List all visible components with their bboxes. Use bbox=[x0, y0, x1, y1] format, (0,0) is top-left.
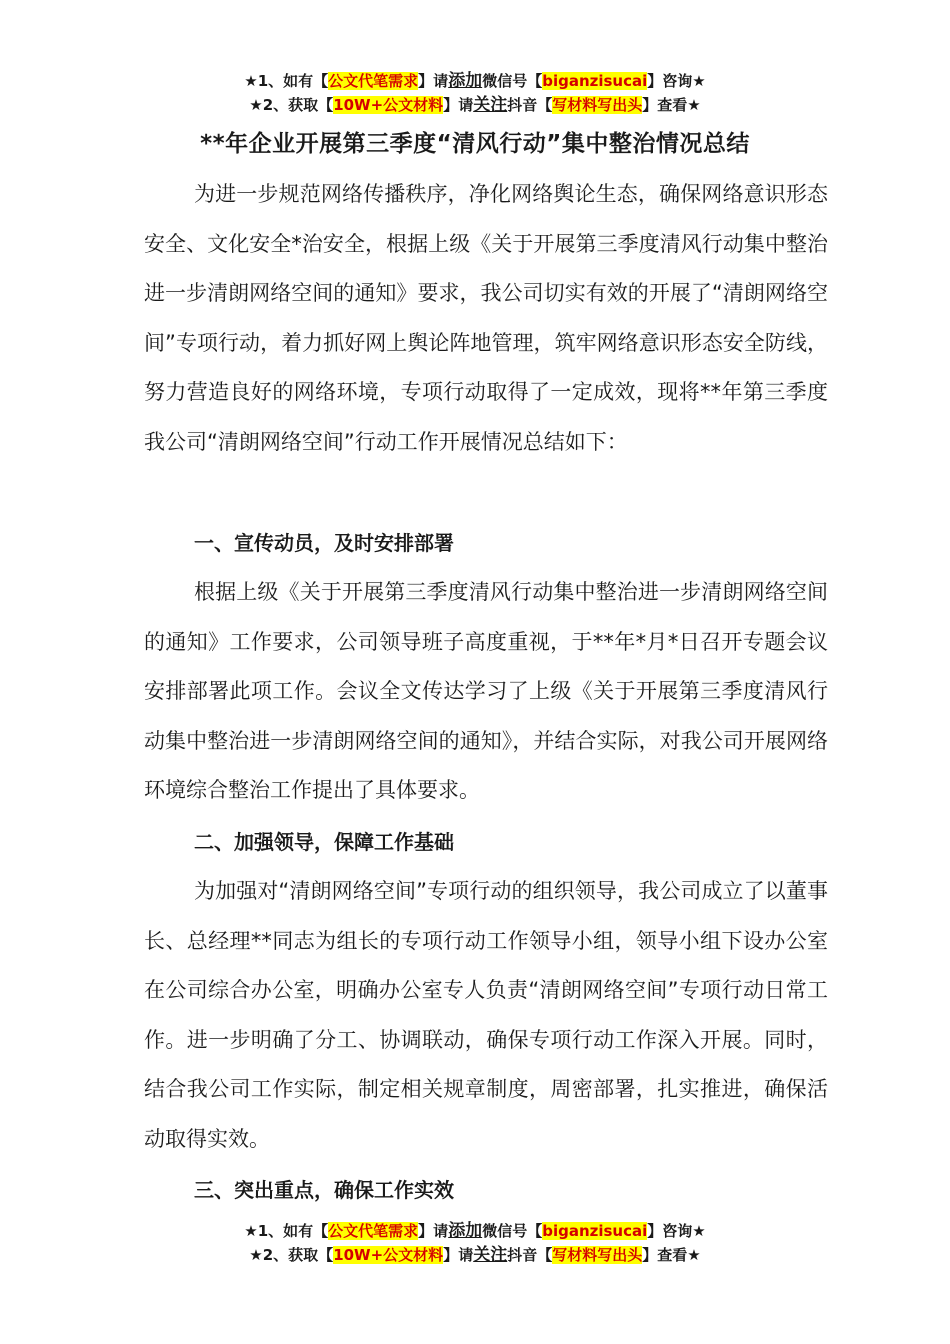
ad-text: 】请 bbox=[418, 1222, 449, 1240]
ad-text: ★2、获取【 bbox=[249, 1246, 334, 1264]
ad-text: ★2、获取【 bbox=[249, 96, 334, 114]
ad-highlight: 公文代笔需求 bbox=[328, 1222, 419, 1240]
ad-douyin-id: 写材料写出头 bbox=[552, 96, 643, 114]
section-body: 根据上级《关于开展第三季度清风行动集中整治进一步清朗网络空间的通知》工作要求，公司领导班子高度重视，于**年*月*日召开专题会议安排部署此项工作。会议全文传达学习了上级《关于开展第三季度清风行动集中整治进一步清朗网络空间的通知》，并结合实际，对我公司开展网络环境综合整治工作提出了具体要求。 bbox=[144, 580, 828, 803]
ad-text: 】查看★ bbox=[642, 96, 701, 114]
ad-text: ★1、如有【 bbox=[244, 1222, 329, 1240]
intro-paragraph: 为进一步规范网络传播秩序，净化网络舆论生态，确保网络意识形态安全、文化安全*治安全，根据上级《关于开展第三季度清风行动集中整治进一步清朗网络空间的通知》要求，我公司切实有效的开展了“清朗网络空间”专项行动，着力抓好网上舆论阵地管理，筑牢网络意识形态安全防线，努力营造良好的网络环境，专项行动取得了一定成效，现将**年第三季度我公司“清朗网络空间”行动工作开展情况总结如下： bbox=[144, 182, 828, 454]
section-heading: 三、突出重点，确保工作实效 bbox=[194, 1178, 454, 1202]
ad-text: 】请 bbox=[443, 96, 474, 114]
ad-douyin-id: 写材料写出头 bbox=[552, 1246, 643, 1264]
ad-highlight: 10W+公文材料 bbox=[333, 1246, 444, 1264]
section-heading: 二、加强领导，保障工作基础 bbox=[194, 830, 454, 854]
document-title: **年企业开展第三季度“清风行动”集中整治情况总结 bbox=[200, 131, 750, 157]
ad-highlight: 10W+公文材料 bbox=[333, 96, 444, 114]
ad-text: 】请 bbox=[443, 1246, 474, 1264]
ad-text: 】咨询★ bbox=[647, 1222, 706, 1240]
section-body: 为加强对“清朗网络空间”专项行动的组织领导，我公司成立了以董事长、总经理**同志为组长的专项行动工作领导小组，领导小组下设办公室在公司综合办公室，明确办公室专人负责“清朗网络空间”专项行动日常工作。进一步明确了分工、协调联动，确保专项行动工作深入开展。同时，结合我公司工作实际，制定相关规章制度，周密部署，扎实推进，确保活动取得实效。 bbox=[144, 879, 828, 1151]
ad-underlined: 添加 bbox=[448, 1221, 483, 1241]
ad-text: 抖音【 bbox=[507, 1246, 553, 1264]
ad-wechat-id: biganzisucai bbox=[542, 1222, 648, 1240]
ad-line-1-bottom bbox=[0, 1220, 950, 1242]
ad-underlined: 关注 bbox=[473, 95, 508, 115]
ad-underlined: 关注 bbox=[473, 1245, 508, 1265]
ad-text: ★1、如有【 bbox=[244, 72, 329, 90]
ad-line-2-top bbox=[0, 94, 950, 116]
ad-highlight: 公文代笔需求 bbox=[328, 72, 419, 90]
ad-line-1-top bbox=[0, 70, 950, 92]
ad-text: 】咨询★ bbox=[647, 72, 706, 90]
ad-text: 】查看★ bbox=[642, 1246, 701, 1264]
ad-text: 微信号【 bbox=[482, 72, 543, 90]
ad-wechat-id: biganzisucai bbox=[542, 72, 648, 90]
section-heading: 一、宣传动员，及时安排部署 bbox=[194, 531, 454, 555]
ad-text: 】请 bbox=[418, 72, 449, 90]
ad-text: 抖音【 bbox=[507, 96, 553, 114]
ad-line-2-bottom bbox=[0, 1244, 950, 1266]
ad-text: 微信号【 bbox=[482, 1222, 543, 1240]
ad-underlined: 添加 bbox=[448, 71, 483, 91]
